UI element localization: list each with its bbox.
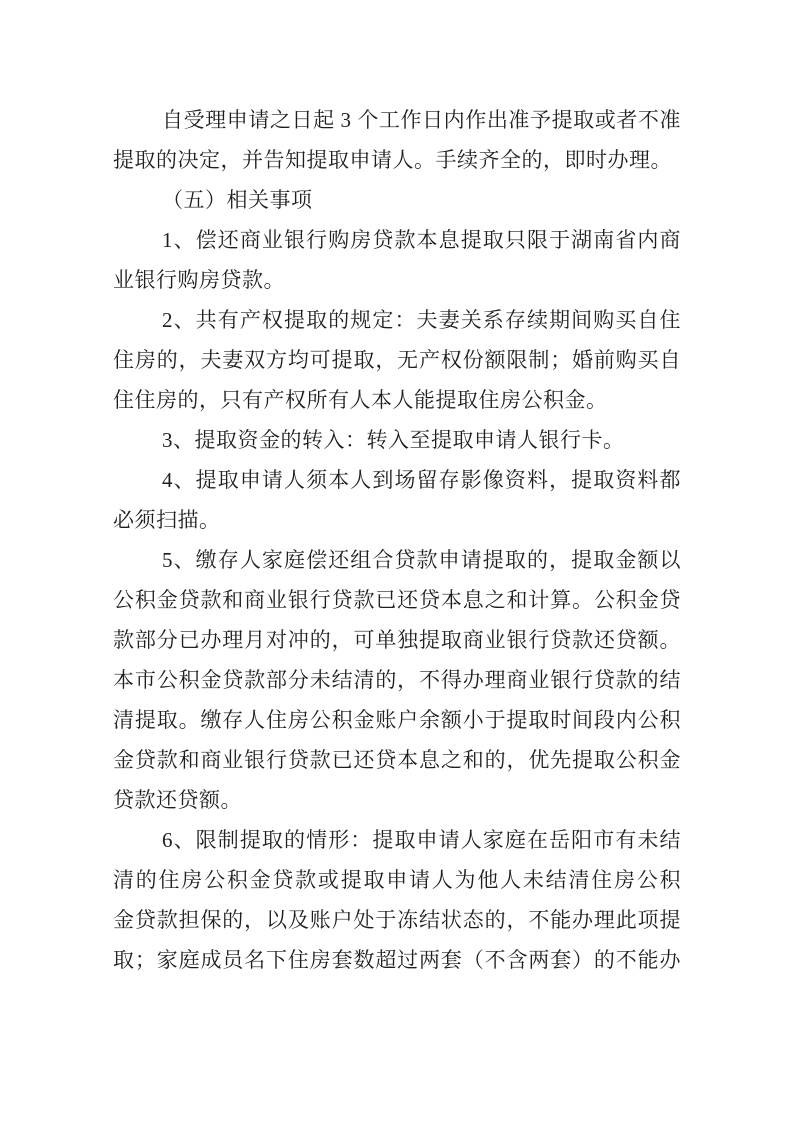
text-line: 业银行购房贷款。: [113, 268, 285, 292]
text-line: 5、缴存人家庭偿还组合贷款申请提取的，提取金额以: [162, 548, 681, 572]
text-line: 4、提取申请人须本人到场留存影像资料，提取资料都: [162, 468, 681, 492]
heading-related-matters: [113, 180, 681, 220]
text-line: 住住房的，只有产权所有人本人能提取住房公积金。: [113, 388, 608, 412]
text-line: 必须扫描。: [113, 508, 221, 532]
para-decision-deadline: [113, 100, 681, 180]
text-line: 清的住房公积金贷款或提取申请人为他人未结清住房公积: [113, 868, 681, 892]
item-6-withdrawal-restrictions: [113, 820, 681, 980]
text-line: 自受理申请之日起 3 个工作日内作出准予提取或者不准: [162, 108, 681, 132]
text-line: 金贷款和商业银行贷款已还贷本息之和的，优先提取公积金: [113, 748, 681, 772]
text-line: 提取的决定，并告知提取申请人。手续齐全的，即时办理。: [113, 148, 672, 172]
item-2-joint-property-rules: [113, 300, 681, 420]
item-1-commercial-loan-scope: [113, 220, 681, 300]
text-line: 本市公积金贷款部分未结清的，不得办理商业银行贷款的结: [113, 668, 681, 692]
text-line: 3、提取资金的转入：转入至提取申请人银行卡。: [162, 428, 625, 452]
item-3-funds-transfer: [113, 420, 681, 460]
text-block: [113, 100, 681, 980]
text-line: 6、限制提取的情形：提取申请人家庭在岳阳市有未结: [162, 828, 681, 852]
item-5-combined-loan-withdrawal: [113, 540, 681, 820]
text-line: 住房的，夫妻双方均可提取，无产权份额限制；婚前购买自: [113, 348, 681, 372]
text-line: 2、共有产权提取的规定：夫妻关系存续期间购买自住: [162, 308, 681, 332]
text-line: 公积金贷款和商业银行贷款已还贷本息之和计算。公积金贷: [113, 588, 681, 612]
text-line: 金贷款担保的，以及账户处于冻结状态的，不能办理此项提: [113, 908, 681, 932]
text-line: 贷款还贷额。: [113, 788, 242, 812]
text-line: 款部分已办理月对冲的，可单独提取商业银行贷款还贷额。: [113, 628, 681, 652]
item-4-in-person-records: [113, 460, 681, 540]
text-line: 清提取。缴存人住房公积金账户余额小于提取时间段内公积: [113, 708, 681, 732]
text-line: 1、偿还商业银行购房贷款本息提取只限于湖南省内商: [162, 228, 681, 252]
text-line: 取；家庭成员名下住房套数超过两套（不含两套）的不能办: [113, 948, 681, 972]
text-line: （五）相关事项: [162, 188, 313, 212]
